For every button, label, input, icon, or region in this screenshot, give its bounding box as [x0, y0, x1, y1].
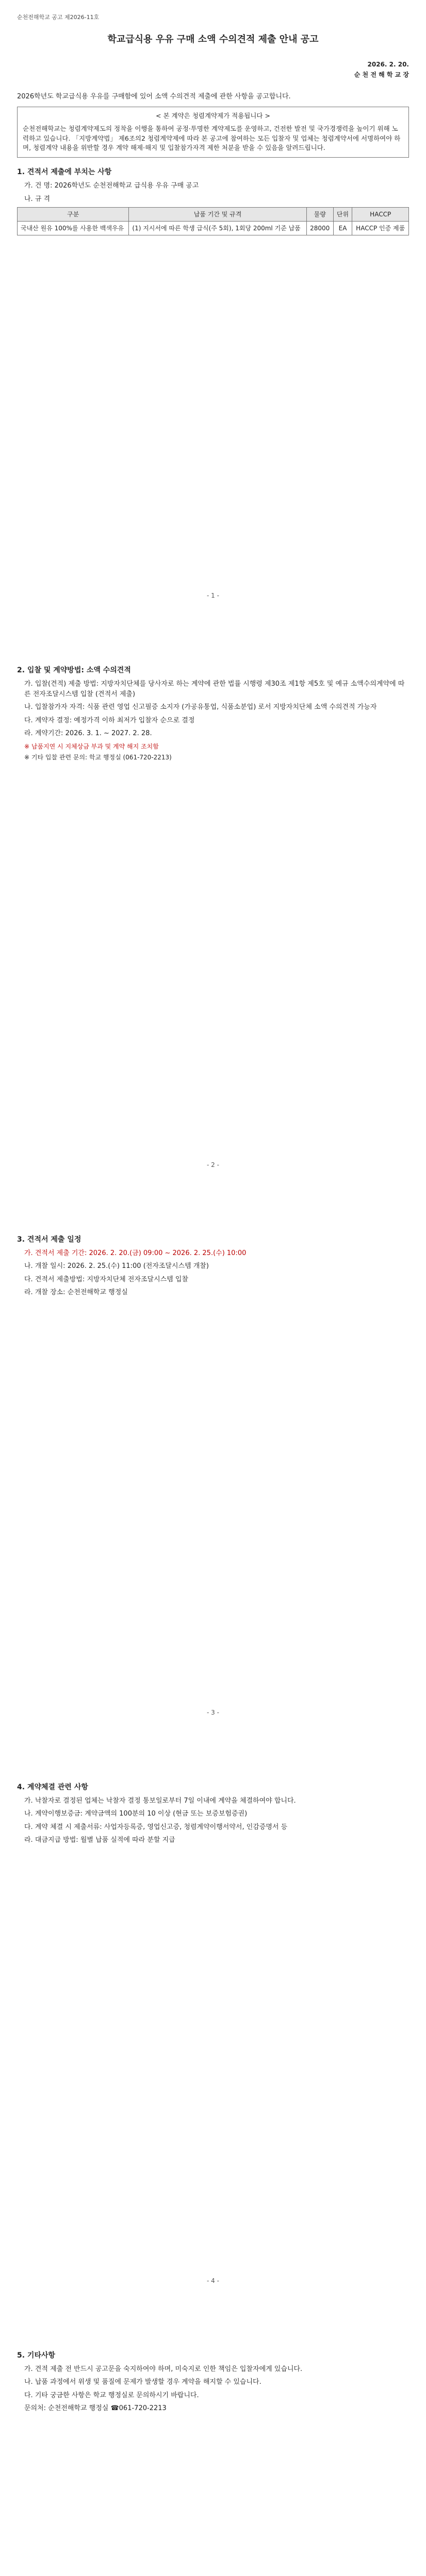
section-4-title: 4. 계약체결 관련 사항: [17, 1783, 88, 1791]
s4-item-a: 가. 낙찰자로 결정된 업체는 낙찰자 결정 통보일로부터 7일 이내에 계약을 체결하여야 합니다.: [24, 1797, 296, 1805]
s4-item-d: 라. 대금지급 방법: 월별 납품 실적에 따라 분할 지급: [24, 1836, 175, 1844]
th-qty: 물량: [306, 208, 333, 222]
s2-item-d: 라. 계약기간: 2026. 3. 1. ~ 2027. 2. 28.: [24, 730, 152, 737]
contact-info: 문의처: 순천전해학교 행정실 ☎061-720-2213: [24, 2404, 167, 2412]
s1-item-a: 가. 건 명: 2026학년도 순천전해학교 급식용 우유 구매 공고: [24, 182, 199, 190]
page-number: - 2 -: [207, 1161, 219, 1168]
page-number: - 4 -: [207, 2277, 219, 2284]
table-row: [18, 222, 409, 235]
s4-item-c: 다. 계약 체결 시 제출서류: 사업자등록증, 영업신고증, 청렴계약이행서약서, 인감증명서 등: [24, 1823, 288, 1831]
s3-item-c: 다. 견적서 제출방법: 지방자치단체 전자조달시스템 입찰: [24, 1275, 189, 1283]
box-title: < 본 계약은 청렴계약제가 적용됩니다 >: [156, 112, 270, 120]
cell-qty: 28000: [306, 222, 333, 235]
th-haccp: HACCP: [352, 208, 409, 222]
s5-item-b: 나. 납품 과정에서 위생 및 품질에 문제가 발생할 경우 계약을 해지할 수 있습니다.: [24, 2378, 261, 2386]
cell-haccp: HACCP 인증 제품: [352, 222, 409, 235]
section-2-title: 2. 입찰 및 계약방법: 소액 수의견적: [17, 666, 131, 674]
s2-note-1: ※ 납품지연 시 지체상금 부과 및 계약 해지 조치함: [24, 742, 159, 750]
integrity-contract-box: [17, 107, 409, 158]
school-principal: 순 천 전 해 학 교 장: [354, 71, 409, 78]
section-5-title: 5. 기타사항: [17, 2351, 56, 2360]
section-3-title: 3. 견적서 제출 일정: [17, 1235, 81, 1244]
cell-unit: EA: [333, 222, 352, 235]
page-title: 학교급식용 우유 구매 소액 수의견적 제출 안내 공고: [107, 33, 319, 45]
page-number: - 3 -: [207, 1708, 219, 1716]
cell-spec: (1) 지시서에 따른 학생 급식(주 5회), 1회당 200ml 기준 납품: [129, 222, 306, 235]
s3-item-d: 라. 개찰 장소: 순천전해학교 행정실: [24, 1289, 128, 1296]
s2-note-2: ※ 기타 입찰 관련 문의: 학교 행정실 (061-720-2213): [24, 753, 172, 761]
intro-text: 2026학년도 학교급식용 우유를 구매함에 있어 소액 수의견적 제출에 관한 사항을 공고합니다.: [17, 92, 291, 100]
section-1-title: 1. 견적서 제출에 부치는 사항: [17, 168, 112, 176]
s5-item-c: 다. 기타 궁금한 사항은 학교 행정실로 문의하시기 바랍니다.: [24, 2391, 199, 2399]
cell-item: 국내산 원유 100%를 사용한 백색우유: [18, 222, 129, 235]
box-text: 순천전해학교는 청렴계약제도의 정착을 이행을 통하여 공정·투명한 계약제도를 운영하고, 건전한 발전 및 국가경쟁력을 높이기 위해 노력하고 있습니다. 「지방계약법」 제6조의2 청렴계약제에 따라 본 공고에 참여하는 모든 입찰자 및 업체는 청렴계약서에 서명하여야 하며, 청렴계약 내용을 위반할 경우 계약 해제·해지 및 입찰참가자격 제한 처분을 받을 수 있음을 알려드립니다.: [23, 124, 401, 152]
spec-table: [17, 207, 409, 235]
th-unit: 단위: [333, 208, 352, 222]
s1-item-b: 나. 규 격: [24, 195, 51, 203]
s3-item-a: 가. 견적서 제출 기간: 2026. 2. 20.(금) 09:00 ~ 2026. 2. 25.(수) 10:00: [24, 1249, 247, 1257]
th-spec: 납품 기간 및 규격: [129, 208, 306, 222]
s2-item-c: 다. 계약자 결정: 예정가격 이하 최저가 입찰자 순으로 결정: [24, 716, 195, 724]
s3-item-b: 나. 개찰 일시: 2026. 2. 25.(수) 11:00 (전자조달시스템 개찰): [24, 1262, 209, 1270]
s5-item-a: 가. 견적 제출 전 반드시 공고문을 숙지하여야 하며, 미숙지로 인한 책임은 입찰자에게 있습니다.: [24, 2365, 303, 2373]
s2-item-a: 가. 입찰(견적) 제출 방법: 지방자치단체를 당사자로 하는 계약에 관한 법률 시행령 제30조 제1항 제5호 및 예규 소액수의계약에 따른 전자조달시스템 입찰 (견적서 제출): [24, 680, 405, 698]
s2-item-b: 나. 입찰참가자 자격: 식품 관련 영업 신고필증 소지자 (가공유통업, 식품소분업) 로서 지방자치단체 소액 수의견적 가능자: [24, 703, 377, 711]
notice-number: 순천전해학교 공고 제2026-11호: [17, 14, 100, 21]
notice-date: 2026. 2. 20.: [367, 60, 409, 68]
page-number: - 1 -: [207, 592, 219, 599]
document: [17, 13, 409, 2576]
s4-item-b: 나. 계약이행보증금: 계약금액의 100분의 10 이상 (현금 또는 보증보험증권): [24, 1810, 248, 1818]
th-category: 구분: [18, 208, 129, 222]
